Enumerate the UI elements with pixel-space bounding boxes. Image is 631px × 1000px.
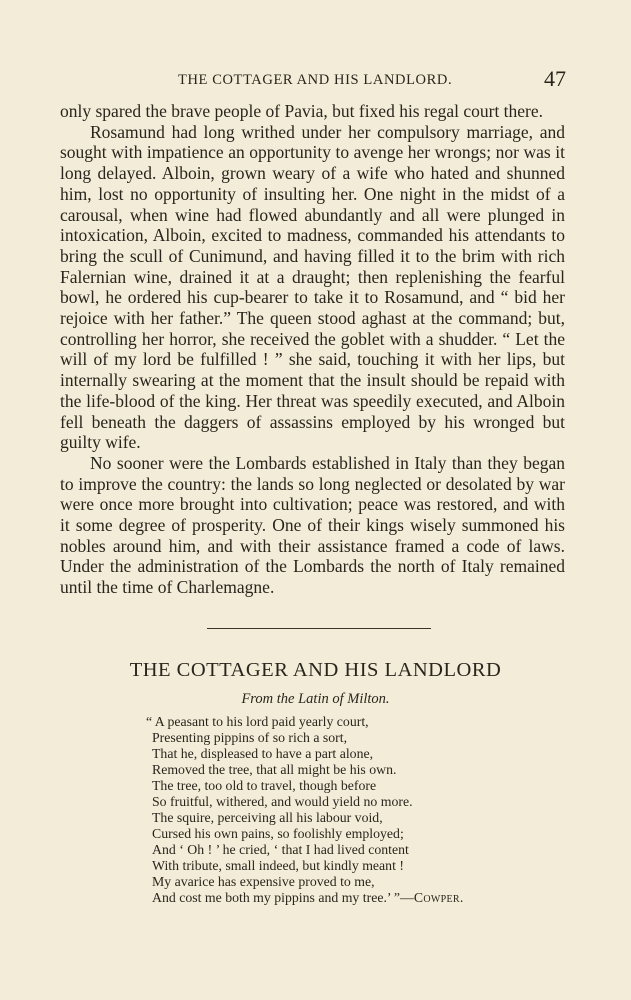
paragraph: only spared the brave people of Pavia, but fixed his regal court there. — [60, 101, 544, 121]
poem-line: That he, displeased to have a part alone, — [152, 746, 374, 761]
section-divider — [207, 628, 431, 629]
section-attribution: From the Latin of Milton. — [241, 691, 390, 707]
poem-line: Presenting pippins of so rich a sort, — [152, 730, 348, 745]
poem-line: With tribute, small indeed, but kindly meant ! — [152, 858, 404, 873]
poem-line: So fruitful, withered, and would yield no more. — [152, 794, 413, 809]
poem-line: My avarice has expensive proved to me, — [152, 874, 375, 889]
poem-line: Removed the tree, that all might be his own. — [152, 762, 397, 777]
page-header — [60, 66, 570, 94]
poem-line: The tree, too old to travel, though before — [152, 778, 377, 793]
poem-credit: Cowper. — [413, 890, 464, 905]
poem-line: Cursed his own pains, so foolishly employed; — [152, 826, 404, 841]
poem-line: And ‘ Oh ! ’ he cried, ‘ that I had lived content — [152, 842, 409, 857]
poem — [146, 714, 572, 906]
running-title: THE COTTAGER AND HIS LANDLORD. — [178, 72, 453, 88]
poem-last-line — [152, 890, 572, 906]
section-title: THE COTTAGER AND HIS LANDLORD — [129, 659, 502, 681]
page-number: 47 — [544, 66, 566, 91]
poem-line: And cost me both my pippins and my tree.’ ”— — [152, 890, 414, 905]
poem-line: The squire, perceiving all his labour void, — [152, 810, 383, 825]
prose-body — [60, 101, 565, 598]
poem-line: “ A peasant to his lord paid yearly court, — [146, 714, 369, 729]
paragraph: Rosamund had long writhed under her compulsory marriage, and sought with impatience an opportunity to avenge her wrongs; nor was it long delayed. Alboin, grown weary of a wife who hated and shunned him, lost no opportunity of insulting her. One night in the midst of a carousal, when wine had flowed abundantly and all were plunged in intoxication, Alboin, excited to madness, commanded his attendants to bring the scull of Cunimund, and having filled it to the brim with rich Falernian wine, drained it at a draught; then replenishing the fearful bowl, he ordered his cup-bearer to take it to Rosamund, and “ bid her rejoice with her father.” The queen stood aghast at the command; but, controlling her horror, she received the goblet with a shudder. “ Let the will of my lord be fulfilled ! ” she said, touching it with her lips, but internally swearing at the moment that the insult should be repaid with the life-blood of the king. Her threat was speedily executed, and Alboin fell beneath the daggers of assassins employed by his wronged but guilty wife. — [60, 121, 565, 453]
paragraph: No sooner were the Lombards established in Italy than they began to improve the country: the lands so long neglected or desolated by war were once more brought into cultivation; peace was restored, and with it some degree of prosperity. One of their kings wisely summoned his nobles around him, and with their assistance framed a code of laws. Under the administration of the Lombards the north of Italy remained until the time of Charlemagne. — [60, 452, 565, 598]
